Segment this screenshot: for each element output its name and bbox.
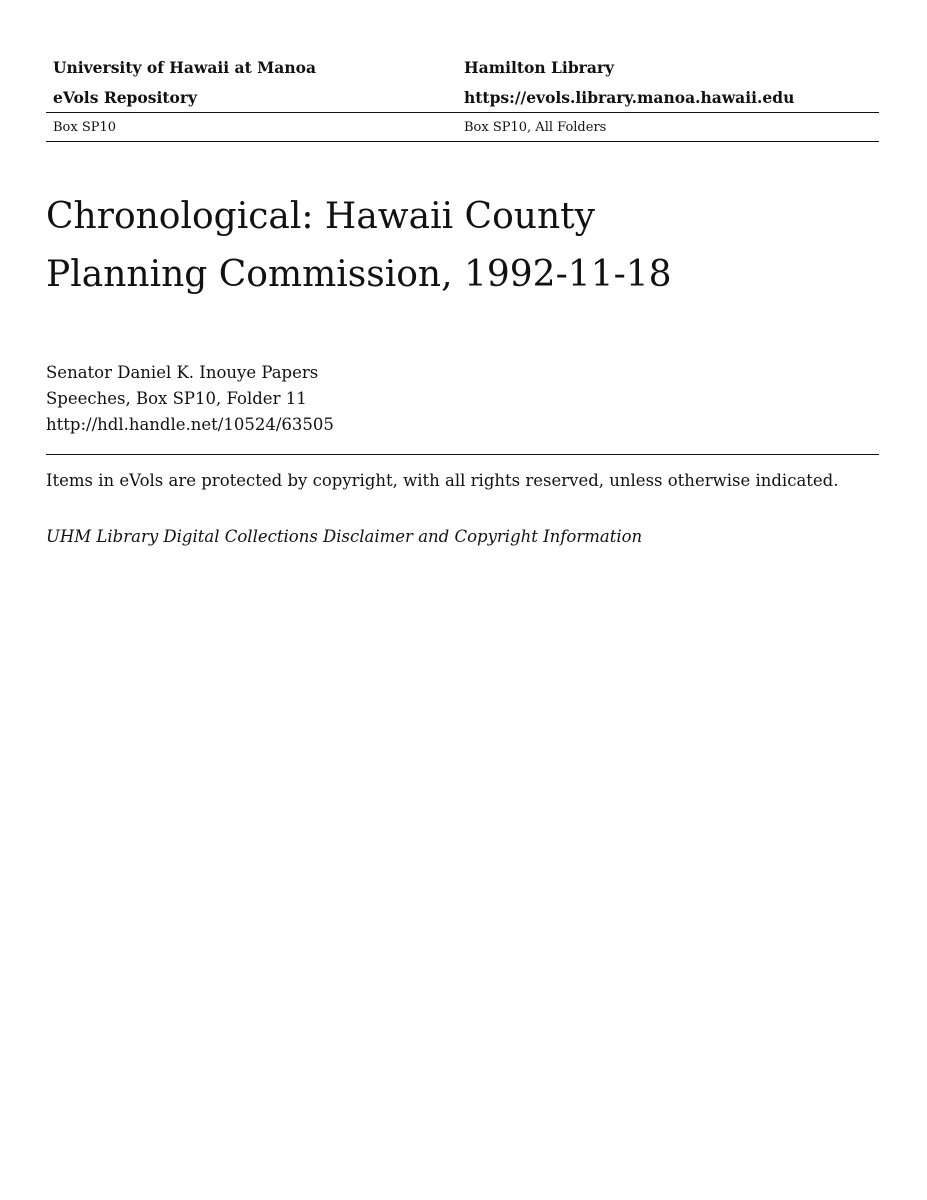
repository-url[interactable]: https://evols.library.manoa.hawaii.edu: [464, 87, 795, 107]
document-title: [46, 188, 876, 304]
document-header: [46, 52, 879, 142]
header-row-box: [46, 113, 879, 141]
box-label-left: Box SP10: [53, 119, 117, 135]
repository-name: eVols Repository: [53, 87, 198, 107]
header-rule-bottom: [46, 141, 879, 142]
folder-location: Speeches, Box SP10, Folder 11: [46, 389, 307, 408]
title-line-2: Planning Commission, 1992-11-18: [46, 254, 672, 295]
institution-name: University of Hawaii at Manoa: [53, 57, 316, 77]
document-metadata: [46, 360, 334, 438]
handle-link[interactable]: http://hdl.handle.net/10524/63505: [46, 415, 334, 434]
box-label-right: Box SP10, All Folders: [464, 119, 607, 135]
section-divider: [46, 454, 879, 455]
library-name: Hamilton Library: [464, 57, 615, 77]
collection-name: Senator Daniel K. Inouye Papers: [46, 363, 319, 382]
copyright-notice: Items in eVols are protected by copyright, with all rights reserved, unless otherwise indicated.: [46, 471, 839, 490]
disclaimer-link[interactable]: UHM Library Digital Collections Disclaimer and Copyright Information: [46, 527, 643, 546]
header-row-second: [46, 82, 879, 112]
title-line-1: Chronological: Hawaii County: [46, 196, 595, 237]
header-row-top: [46, 52, 879, 82]
